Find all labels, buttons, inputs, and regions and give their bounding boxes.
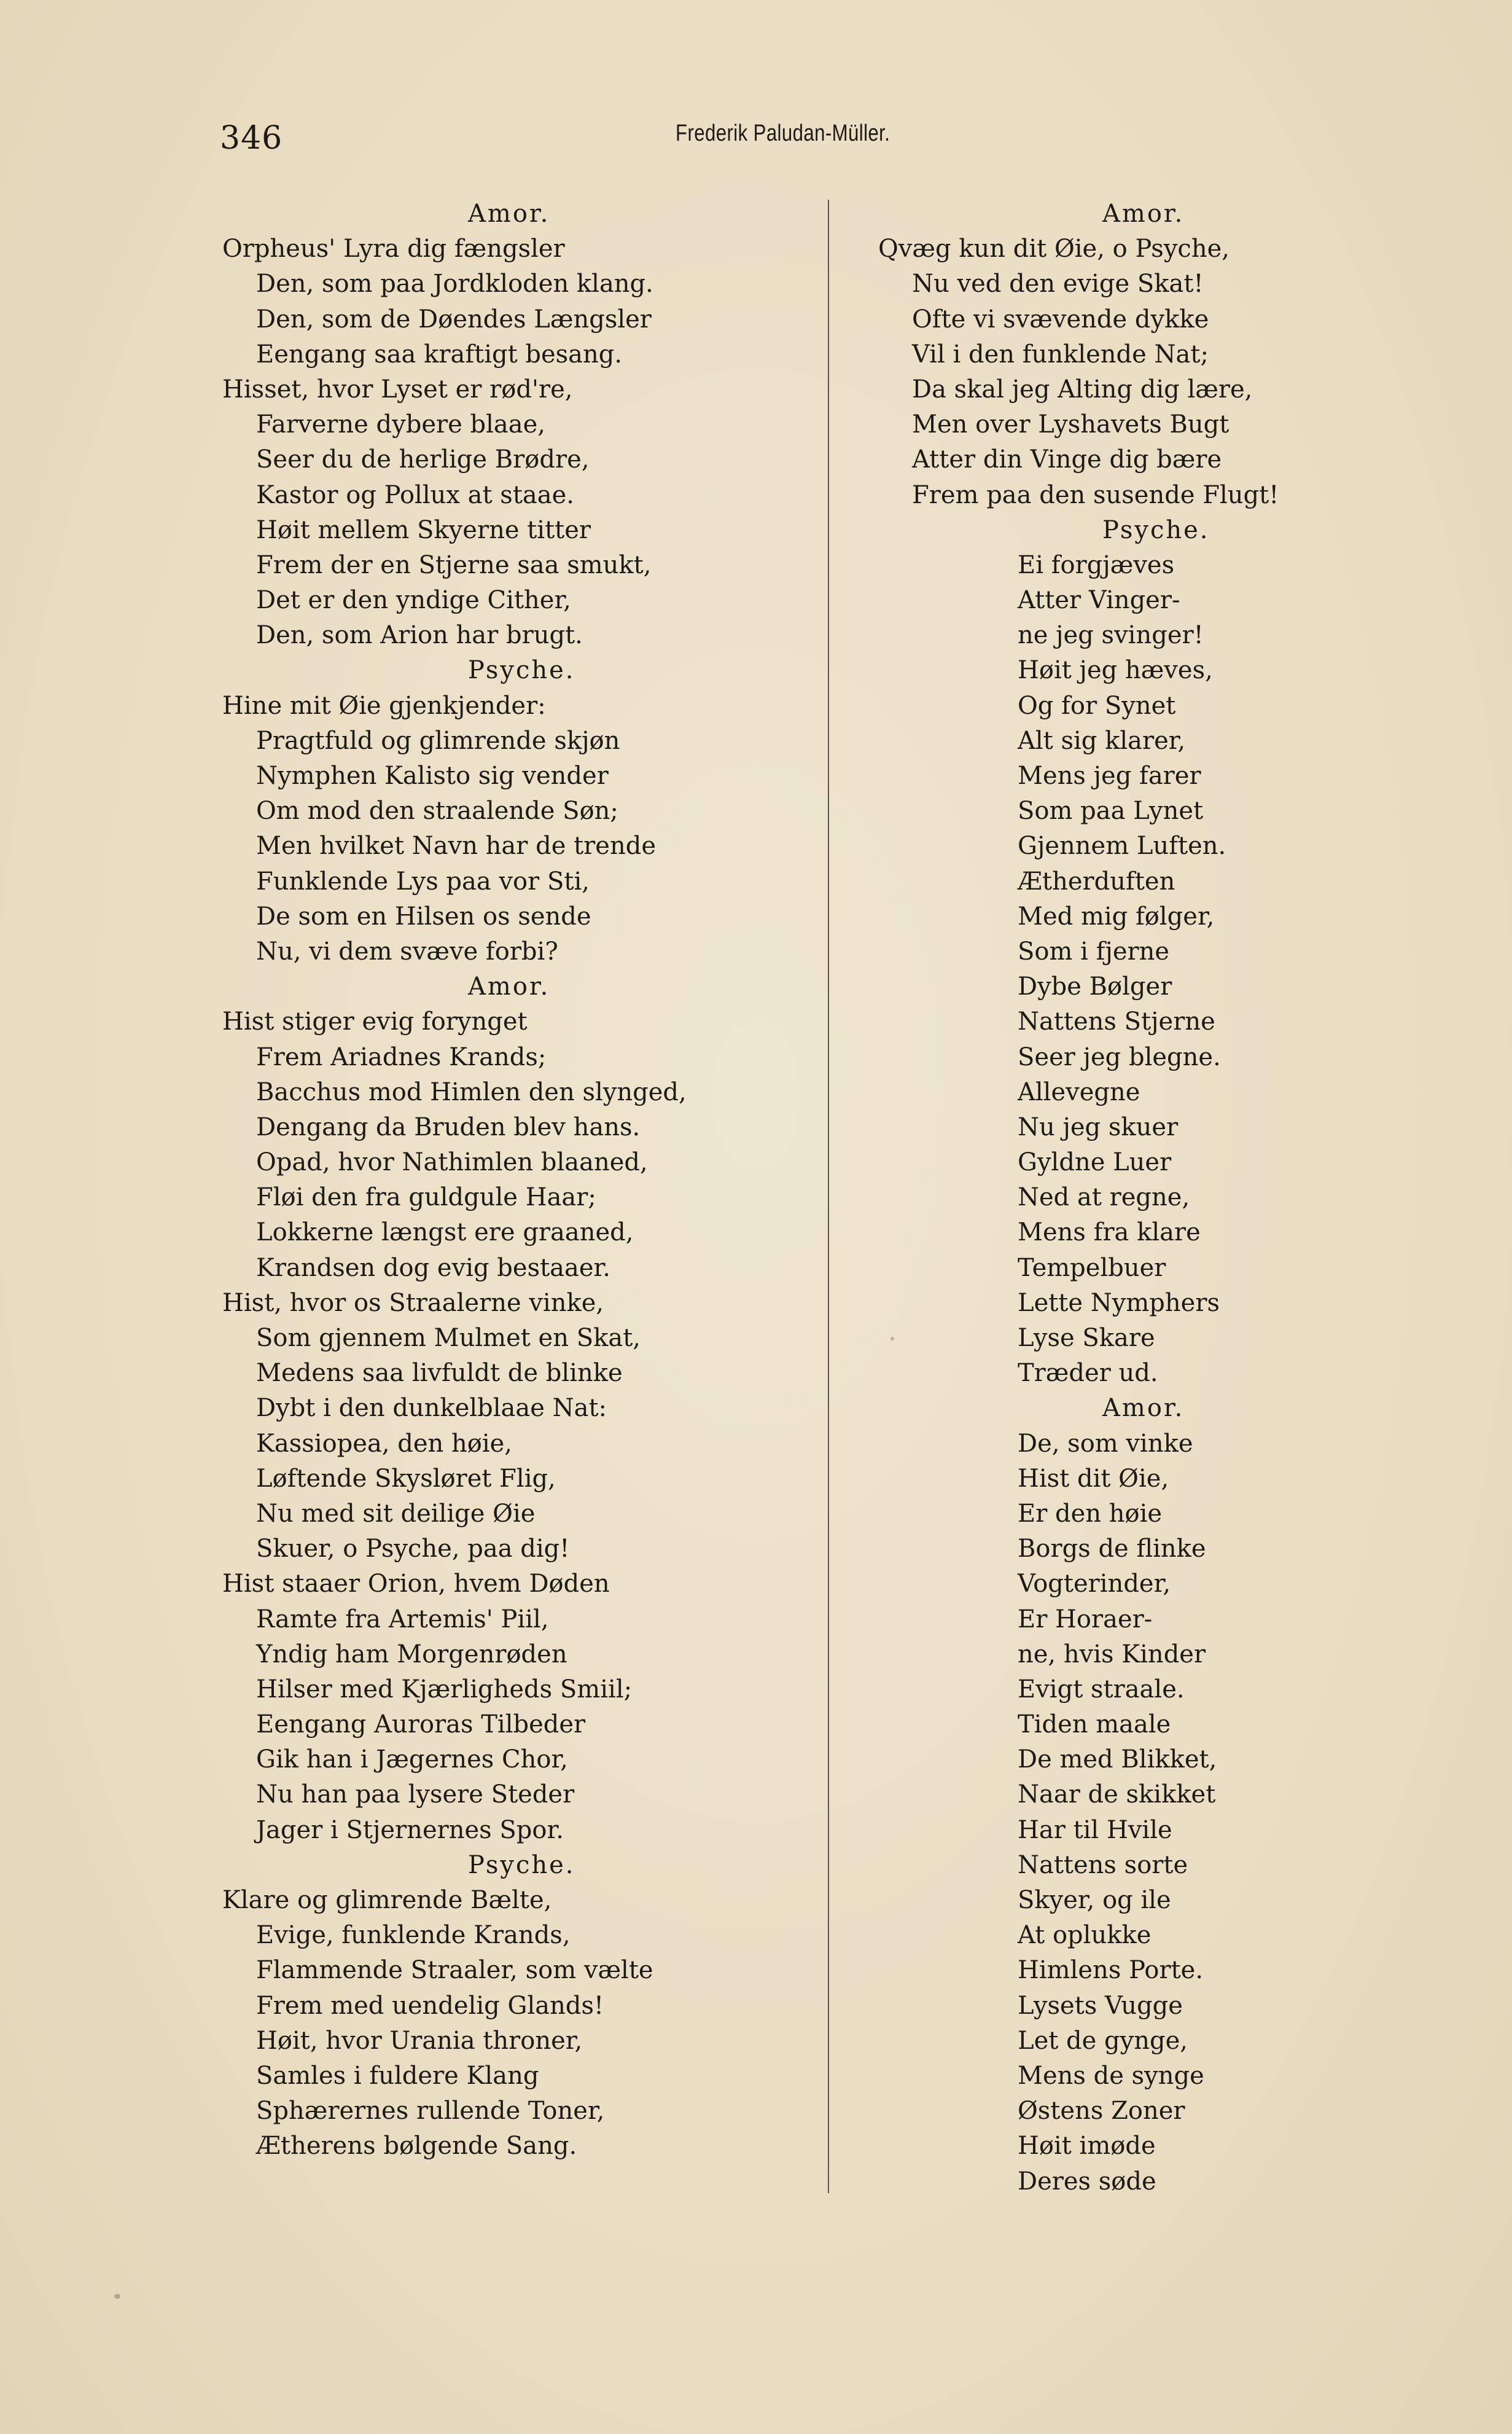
verse-line: Eengang saa kraftigt besang. <box>256 340 623 369</box>
verse-line: Fløi den fra guldgule Haar; <box>256 1183 596 1212</box>
verse-line: Hist stiger evig forynget <box>222 1008 528 1036</box>
verse-line: ne, hvis Kinder <box>1018 1640 1206 1669</box>
verse-line: Mens de synge <box>1018 2061 1204 2090</box>
speaker-label: Amor. <box>1102 200 1185 228</box>
verse-line: Lysets Vugge <box>1018 1991 1183 2020</box>
verse-line: Dybe Bølger <box>1018 972 1172 1001</box>
verse-line: De, som vinke <box>1018 1429 1193 1458</box>
verse-line: Funklende Lys paa vor Sti, <box>256 867 590 896</box>
verse-line: Jager i Stjernernes Spor. <box>256 1815 564 1844</box>
verse-line: Er Horaer- <box>1018 1605 1153 1634</box>
verse-line: Klare og glimrende Bælte, <box>222 1886 552 1914</box>
verse-line: Evigt straale. <box>1018 1675 1185 1704</box>
speaker-label: Psyche. <box>468 656 575 685</box>
verse-line: Høit imøde <box>1018 2132 1156 2161</box>
speaker-label: Psyche. <box>1102 515 1210 544</box>
verse-line: Vogterinder, <box>1018 1570 1171 1599</box>
verse-line: Nymphen Kalisto sig vender <box>256 762 609 790</box>
verse-line: Tiden maale <box>1018 1710 1171 1739</box>
verse-line: Ætherduften <box>1018 867 1175 896</box>
verse-line: Hisset, hvor Lyset er rød're, <box>222 375 573 404</box>
verse-line: Pragtfuld og glimrende skjøn <box>256 726 620 755</box>
verse-line: Nu han paa lysere Steder <box>256 1780 575 1809</box>
verse-line: Dybt i den dunkelblaae Nat: <box>256 1394 607 1423</box>
verse-line: De med Blikket, <box>1018 1745 1217 1774</box>
verse-line: Lokkerne længst ere graaned, <box>256 1218 634 1247</box>
verse-line: Kassiopea, den høie, <box>256 1429 512 1458</box>
verse-line: Mens fra klare <box>1018 1218 1201 1247</box>
verse-line: Qvæg kun dit Øie, o Psyche, <box>878 235 1229 264</box>
verse-line: Høit jeg hæves, <box>1018 656 1213 685</box>
verse-line: Hist staaer Orion, hvem Døden <box>222 1570 610 1599</box>
speaker-label: Amor. <box>1102 1394 1185 1423</box>
verse-line: Lette Nymphers <box>1018 1288 1220 1317</box>
verse-line: Hine mit Øie gjenkjender: <box>222 691 546 720</box>
verse-line: Ned at regne, <box>1018 1183 1190 1212</box>
verse-line: Hist, hvor os Straalerne vinke, <box>222 1288 604 1317</box>
verse-line: Alt sig klarer, <box>1018 726 1186 755</box>
verse-line: Skuer, o Psyche, paa dig! <box>256 1535 570 1563</box>
verse-line: Ramte fra Artemis' Piil, <box>256 1605 549 1634</box>
verse-line: Østens Zoner <box>1018 2097 1185 2126</box>
verse-line: Nu ved den evige Skat! <box>912 270 1204 299</box>
verse-line: Eengang Auroras Tilbeder <box>256 1710 586 1739</box>
verse-line: Det er den yndige Cither, <box>256 586 571 615</box>
verse-line: Frem paa den susende Flugt! <box>912 480 1279 509</box>
verse-line: Seer jeg blegne. <box>1018 1043 1221 1071</box>
verse-line: Skyer, og ile <box>1018 1886 1171 1914</box>
verse-line: Atter Vinger- <box>1018 586 1180 615</box>
verse-line: Men over Lyshavets Bugt <box>912 410 1229 439</box>
speaker-label: Psyche. <box>468 1850 575 1879</box>
verse-line: Hilser med Kjærligheds Smiil; <box>256 1675 633 1704</box>
verse-line: Som i fjerne <box>1018 937 1170 966</box>
speaker-label: Amor. <box>468 200 550 228</box>
verse-line: Farverne dybere blaae, <box>256 410 546 439</box>
verse-line: Den, som paa Jordkloden klang. <box>256 270 653 299</box>
verse-line: Løftende Skysløret Flig, <box>256 1464 556 1493</box>
right-column <box>878 197 1370 2199</box>
verse-line: Den, som Arion har brugt. <box>256 621 583 650</box>
verse-line: Naar de skikket <box>1018 1780 1216 1809</box>
verse-line: Yndig ham Morgenrøden <box>256 1640 567 1669</box>
verse-line: Sphærernes rullende Toner, <box>256 2097 605 2126</box>
verse-line: Gjennem Luften. <box>1018 832 1226 861</box>
verse-line: Med mig følger, <box>1018 902 1215 931</box>
verse-line: Frem Ariadnes Krands; <box>256 1043 547 1071</box>
verse-line: Seer du de herlige Brødre, <box>256 445 590 474</box>
verse-line: Medens saa livfuldt de blinke <box>256 1359 623 1388</box>
verse-line: Bacchus mod Himlen den slynged, <box>256 1078 687 1106</box>
verse-line: Som gjennem Mulmet en Skat, <box>256 1324 641 1352</box>
verse-line: Da skal jeg Alting dig lære, <box>912 375 1253 404</box>
verse-line: Nattens Stjerne <box>1018 1008 1215 1036</box>
verse-line: Har til Hvile <box>1018 1815 1172 1844</box>
verse-line: Som paa Lynet <box>1018 797 1204 826</box>
verse-line: Vil i den funklende Nat; <box>912 340 1209 369</box>
verse-line: Den, som de Døendes Længsler <box>256 305 652 334</box>
verse-line: Og for Synet <box>1018 691 1176 720</box>
verse-line: Samles i fuldere Klang <box>256 2061 539 2090</box>
verse-line: Nu jeg skuer <box>1018 1113 1179 1141</box>
verse-line: Atter din Vinge dig bære <box>912 445 1222 474</box>
verse-line: Nattens sorte <box>1018 1850 1188 1879</box>
verse-line: Tempelbuer <box>1018 1253 1166 1282</box>
ink-speck <box>114 2294 120 2299</box>
verse-line: Er den høie <box>1018 1499 1163 1528</box>
verse-line: Nu, vi dem svæve forbi? <box>256 937 558 966</box>
verse-line: Ætherens bølgende Sang. <box>256 2132 577 2161</box>
verse-line: At oplukke <box>1018 1921 1152 1950</box>
verse-line: Flammende Straaler, som vælte <box>256 1956 653 1985</box>
verse-line: Krandsen dog evig bestaaer. <box>256 1253 610 1282</box>
verse-line: Orpheus' Lyra dig fængsler <box>222 235 565 264</box>
verse-line: Men hvilket Navn har de trende <box>256 832 657 861</box>
speaker-label: Amor. <box>468 972 550 1001</box>
verse-line: De som en Hilsen os sende <box>256 902 591 931</box>
verse-line: Gyldne Luer <box>1018 1148 1172 1177</box>
verse-line: Træder ud. <box>1018 1359 1158 1388</box>
verse-line: Himlens Porte. <box>1018 1956 1204 1985</box>
verse-line: Nu med sit deilige Øie <box>256 1499 536 1528</box>
left-column <box>222 197 812 2164</box>
verse-line: Ei forgjæves <box>1018 550 1175 579</box>
verse-line: Høit, hvor Urania throner, <box>256 2026 583 2055</box>
column-divider <box>828 200 829 2193</box>
verse-line: Opad, hvor Nathimlen blaaned, <box>256 1148 648 1177</box>
verse-line: Dengang da Bruden blev hans. <box>256 1113 641 1141</box>
page-number: 346 <box>220 120 283 157</box>
verse-line: Evige, funklende Krands, <box>256 1921 571 1950</box>
verse-line: ne jeg svinger! <box>1018 621 1204 650</box>
verse-line: Let de gynge, <box>1018 2026 1188 2055</box>
verse-line: Om mod den straalende Søn; <box>256 797 618 826</box>
verse-line: Gik han i Jægernes Chor, <box>256 1745 568 1774</box>
verse-line: Allevegne <box>1018 1078 1140 1106</box>
verse-line: Deres søde <box>1018 2167 1156 2196</box>
verse-line: Hist dit Øie, <box>1018 1464 1169 1493</box>
verse-line: Frem med uendelig Glands! <box>256 1991 604 2020</box>
verse-line: Kastor og Pollux at staae. <box>256 480 574 509</box>
ink-speck <box>890 1337 894 1340</box>
running-head: Frederik Paludan-Müller. <box>676 120 890 146</box>
verse-line: Mens jeg farer <box>1018 762 1201 790</box>
verse-line: Lyse Skare <box>1018 1324 1155 1352</box>
verse-line: Borgs de flinke <box>1018 1535 1206 1563</box>
verse-line: Ofte vi svævende dykke <box>912 305 1209 334</box>
verse-line: Høit mellem Skyerne titter <box>256 515 591 544</box>
verse-line: Frem der en Stjerne saa smukt, <box>256 550 652 579</box>
